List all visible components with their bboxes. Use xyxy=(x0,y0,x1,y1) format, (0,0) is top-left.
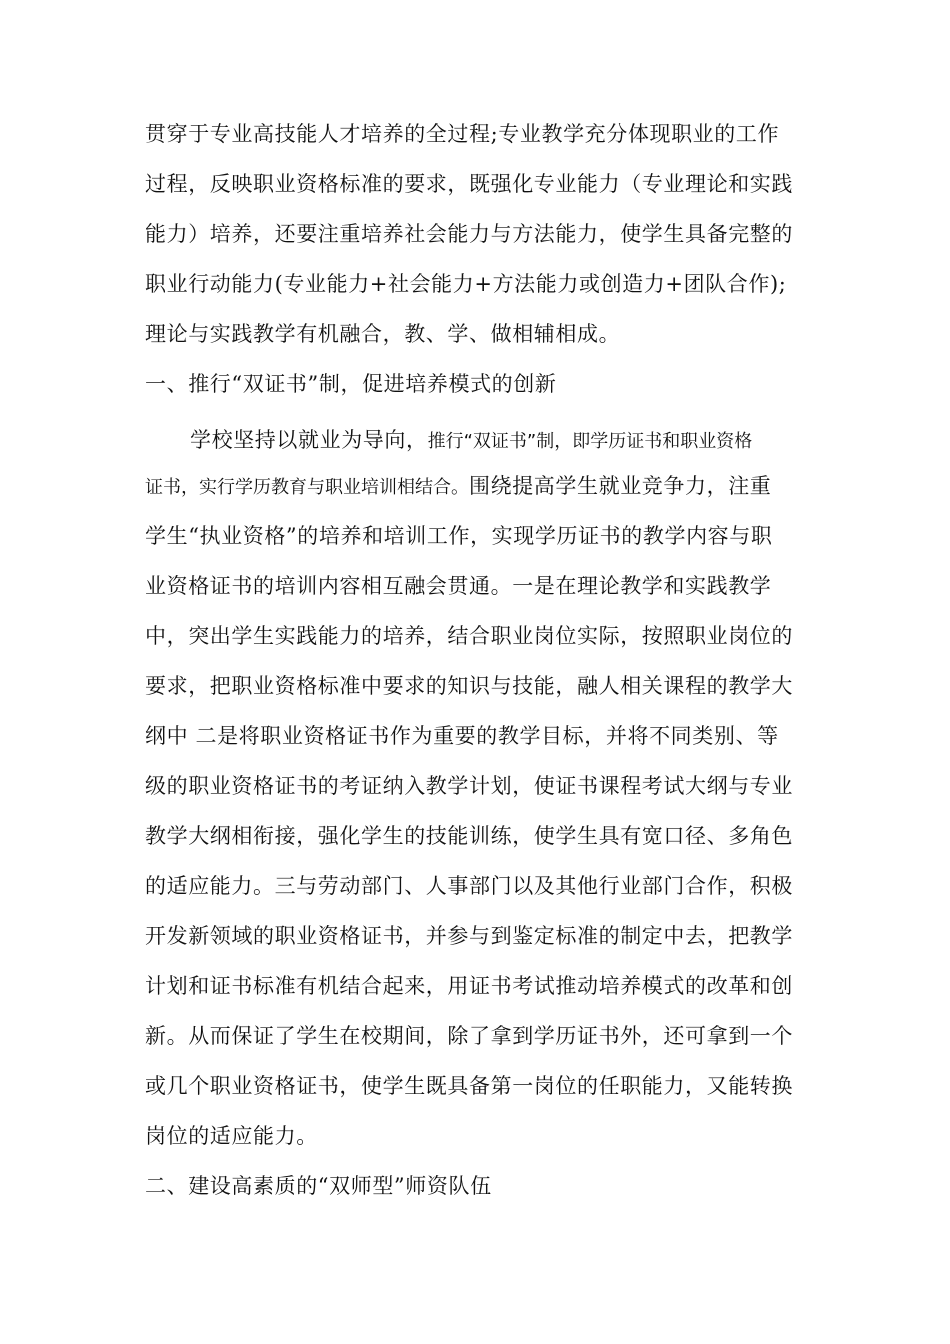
paragraph-line: 开发新领域的职业资格证书，并参与到鉴定标准的制定中去，把教学 xyxy=(145,924,793,948)
paragraph-line: 中，突出学生实践能力的培养，结合职业岗位实际，按照职业岗位的 xyxy=(145,624,793,648)
paragraph-text: 学校坚持以就业为导向， xyxy=(190,428,428,452)
paragraph-line: 贯穿于专业高技能人才培养的全过程;专业教学充分体现职业的工作 xyxy=(145,122,780,146)
section-heading: 二、建设高素质的“双师型”师资队伍 xyxy=(145,1174,492,1198)
paragraph-line: 过程，反映职业资格标准的要求，既强化专业能力（专业理论和实践 xyxy=(145,172,793,196)
paragraph-line: 理论与实践教学有机融合，教、学、做相辅相成。 xyxy=(145,322,621,346)
paragraph-line: 业资格证书的培训内容相互融会贯通。一是在理论教学和实践教学 xyxy=(145,574,772,598)
paragraph-line: 级的职业资格证书的考证纳入教学计划，使证书课程考试大纲与专业 xyxy=(145,774,793,798)
section-heading: 一、推行“双证书”制，促进培养模式的创新 xyxy=(145,372,557,396)
paragraph-line: 教学大纲相衔接，强化学生的技能训练，使学生具有宽口径、多角色 xyxy=(145,824,793,848)
paragraph-line: 纲中 二是将职业资格证书作为重要的教学目标，并将不同类别、等 xyxy=(145,724,779,748)
paragraph-line: 职业行动能力(专业能力+社会能力+方法能力或创造力+团队合作); xyxy=(145,272,787,296)
paragraph-line: 计划和证书标准有机结合起来，用证书考试推动培养模式的改革和创 xyxy=(145,974,793,998)
paragraph-line xyxy=(190,426,752,456)
paragraph-line: 的适应能力。三与劳动部门、人事部门以及其他行业部门合作，积极 xyxy=(145,874,793,898)
paragraph-line: 新。从而保证了学生在校期间，除了拿到学历证书外，还可拿到一个 xyxy=(145,1024,793,1048)
paragraph-line: 学生“执业资格”的培养和培训工作，实现学历证书的教学内容与职 xyxy=(145,524,773,548)
paragraph-text: 围绕提高学生就业竞争力，注重 xyxy=(469,474,772,498)
paragraph-line: 能力）培养，还要注重培养社会能力与方法能力，使学生具备完整的 xyxy=(145,222,793,246)
paragraph-text-sans: 推行“双证书”制，即学历证书和职业资格 xyxy=(427,431,753,452)
paragraph-line xyxy=(145,472,771,502)
paragraph-line: 岗位的适应能力。 xyxy=(145,1124,318,1148)
paragraph-line: 或几个职业资格证书，使学生既具备第一岗位的任职能力，又能转换 xyxy=(145,1074,793,1098)
paragraph-text-sans: 证书，实行学历教育与职业培训相结合。 xyxy=(145,477,469,498)
paragraph-line: 要求，把职业资格标准中要求的知识与技能，融人相关课程的教学大 xyxy=(145,674,793,698)
